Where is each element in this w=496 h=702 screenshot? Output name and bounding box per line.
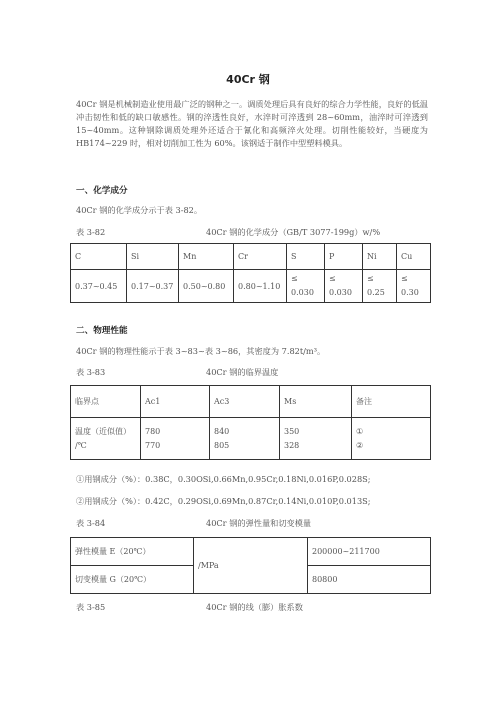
value: 328 [284, 440, 300, 450]
table-header-row [71, 386, 431, 418]
table-3-84-number: 表 3-84 [76, 518, 106, 528]
row-label: 切变模量 G（20℃） [71, 566, 194, 594]
note-marker: ② [356, 440, 364, 450]
table-row [71, 270, 431, 303]
value-number: 0.30 [401, 288, 419, 297]
table-3-83-number: 表 3-83 [76, 367, 106, 377]
header-cell: Mn [179, 244, 234, 270]
intro-paragraph: 40Cr 钢是机械制造业使用最广泛的钢种之一。调质处理后具有良好的综合力学性能，良好的低温冲击韧性和低的缺口敏感性。钢的淬透性良好，水淬时可淬透到 28~60mm，油淬时可淬透到 15~40mm。这种钢除调质处理外还适合于氰化和高频淬火处理。切削性能较好，当硬度为 HB174~229 时，相对切削加工性为 60%。该钢适于制作中型塑料模具。 [76, 99, 428, 148]
value-cell [363, 270, 397, 303]
header-cell: Ac3 [210, 386, 280, 418]
value-number: 0.25 [367, 288, 385, 297]
value: 805 [214, 440, 230, 450]
section1-heading: 一、化学成分 [76, 186, 128, 196]
table-3-85-title: 40Cr 钢的线（膨）胀系数 [206, 602, 303, 612]
row-unit: /℃ [75, 440, 87, 450]
header-cell: Cu [397, 244, 431, 270]
value-cell [280, 418, 352, 460]
value-symbol: ≤ [367, 274, 374, 283]
footnote-1: ①用钢成分（%）：0.38C，0.30OSi,0.66Mn,0.95Cr,0.18Ni,0.016P,0.028S; [76, 474, 371, 484]
unit-cell: /MPa [194, 538, 308, 594]
value-symbol: ≤ [401, 274, 408, 283]
value-cell: 80800 [308, 566, 431, 594]
header-cell: Si [127, 244, 179, 270]
table-header-row [71, 244, 431, 270]
value-cell [287, 270, 325, 303]
value: 840 [214, 426, 230, 436]
value-cell: 0.50~0.80 [179, 270, 234, 303]
value-cell [325, 270, 363, 303]
value-cell: 0.37~0.45 [71, 270, 127, 303]
value-symbol: ≤ [291, 274, 298, 283]
header-cell: Ac1 [141, 386, 210, 418]
row-label: 弹性模量 E（20℃） [71, 538, 194, 566]
table-row [71, 538, 431, 566]
footnote-2: ②用钢成分（%）：0.42C，0.29OSi,0.69Mn,0.87Cr,0.14Ni,0.010P,0.013S; [76, 496, 371, 506]
elastic-modulus-table [70, 537, 431, 594]
table-3-82-number: 表 3-82 [76, 227, 106, 237]
section2-text: 40Cr 钢的物理性能示于表 3~83~表 3~86，其密度为 7.82t/m³。 [76, 346, 326, 356]
value-cell: 0.17~0.37 [127, 270, 179, 303]
section2-heading: 二、物理性能 [76, 326, 128, 336]
row-label-cell [71, 418, 141, 460]
value: 780 [145, 426, 161, 436]
value: 770 [145, 440, 161, 450]
section1-text: 40Cr 钢的化学成分示于表 3-82。 [76, 205, 203, 215]
value-cell [397, 270, 431, 303]
value-number: 0.030 [291, 288, 314, 297]
row-label: 温度（近似值） [75, 426, 131, 436]
table-row [71, 418, 431, 460]
table-3-84-title: 40Cr 钢的弹性量和切变模量 [206, 518, 312, 528]
value-cell [352, 418, 431, 460]
header-cell: Ms [280, 386, 352, 418]
header-cell: Ni [363, 244, 397, 270]
header-cell: S [287, 244, 325, 270]
page-title: 40Cr 钢 [226, 73, 270, 86]
value-number: 0.030 [329, 288, 352, 297]
value-symbol: ≤ [329, 274, 336, 283]
header-cell: P [325, 244, 363, 270]
value-cell [210, 418, 280, 460]
table-3-85-number: 表 3-85 [76, 602, 106, 612]
header-cell: 临界点 [71, 386, 141, 418]
chemical-composition-table [70, 243, 431, 303]
value-cell: 0.80~1.10 [234, 270, 287, 303]
header-cell: Cr [234, 244, 287, 270]
value: 350 [284, 426, 300, 436]
table-3-82-title: 40Cr 钢的化学成分（GB/T 3077-199g）w/% [206, 227, 381, 237]
critical-temperature-table [70, 385, 431, 460]
table-3-83-title: 40Cr 钢的临界温度 [206, 367, 279, 377]
header-cell: C [71, 244, 127, 270]
value-cell: 200000~211700 [308, 538, 431, 566]
value-cell [141, 418, 210, 460]
note-marker: ① [356, 426, 364, 436]
header-cell: 备注 [352, 386, 431, 418]
